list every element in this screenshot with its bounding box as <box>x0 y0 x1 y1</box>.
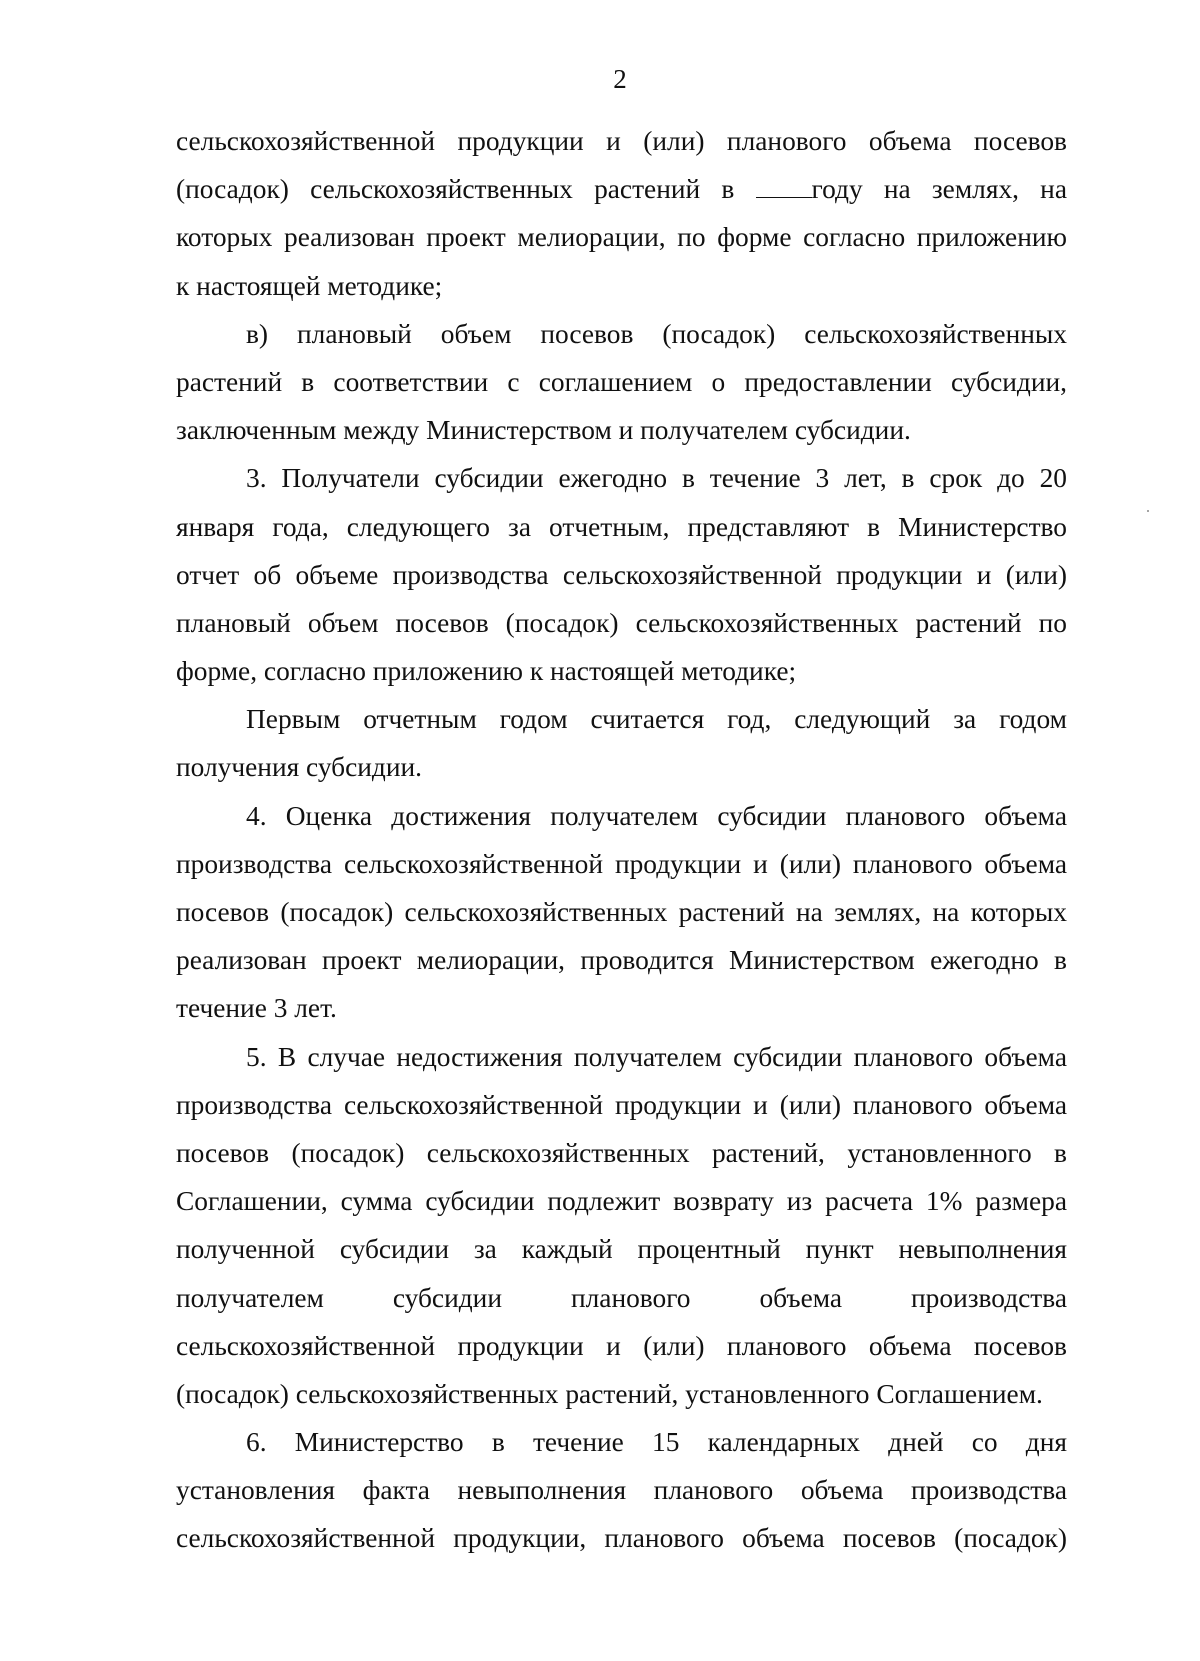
text-line: сельскохозяйственной продукции и (или) планового объема посевов <box>176 126 1067 156</box>
text-line: реализован проект мелиорации, проводится Министерством ежегодно в <box>176 945 1067 976</box>
text-line: получения субсидии. <box>176 752 423 783</box>
text-line <box>176 165 1067 213</box>
text-line: посевов (посадок) сельскохозяйственных растений, установленного в <box>176 1137 1067 1168</box>
text-line: отчет об объеме производства сельскохозяйственной продукции и (или) <box>176 559 1067 590</box>
text-fragment: (посадок) сельскохозяйственных растений в <box>176 174 735 205</box>
text-line: 6. Министерство в течение 15 календарных дней со дня <box>246 1427 1067 1458</box>
text-line: сельскохозяйственной продукции, планового объема посевов (посадок) <box>176 1523 1067 1554</box>
text-line: производства сельскохозяйственной продукции и (или) планового объема <box>176 1089 1067 1120</box>
text-line: в) плановый объем посевов (посадок) сельскохозяйственных <box>246 318 1067 349</box>
document-body <box>176 117 1067 1563</box>
text-line: форме, согласно приложению к настоящей методике; <box>176 656 797 687</box>
text-line: полученной субсидии за каждый процентный пункт невыполнения <box>176 1234 1067 1265</box>
text-line: растений в соответствии с соглашением о предоставлении субсидии, <box>176 366 1067 397</box>
year-blank-underline <box>756 173 812 198</box>
text-line: установления факта невыполнения планового объема производства <box>176 1475 1067 1506</box>
text-line: сельскохозяйственной продукции и (или) планового объема посевов <box>176 1330 1067 1361</box>
text-fragment: году на землях, на <box>811 174 1068 205</box>
text-line: посевов (посадок) сельскохозяйственных растений на землях, на которых <box>176 897 1067 927</box>
text-line: течение 3 лет. <box>176 993 337 1024</box>
text-line: к настоящей методике; <box>176 270 443 301</box>
text-line: плановый объем посевов (посадок) сельскохозяйственных растений по <box>176 607 1067 638</box>
text-line: (посадок) сельскохозяйственных растений, установленного Соглашением. <box>176 1378 1043 1409</box>
text-line: 3. Получатели субсидии ежегодно в течение 3 лет, в срок до 20 <box>246 463 1067 494</box>
page-number: 2 <box>613 64 627 94</box>
text-line: заключенным между Министерством и получателем субсидии. <box>176 415 911 446</box>
text-line: производства сельскохозяйственной продукции и (или) планового объема <box>176 848 1067 879</box>
scan-artifact-dot <box>1147 510 1149 512</box>
text-line: которых реализован проект мелиорации, по форме согласно приложению <box>176 222 1067 253</box>
text-line: Соглашении, сумма субсидии подлежит возврату из расчета 1% размера <box>176 1186 1067 1217</box>
text-line: Первым отчетным годом считается год, следующий за годом <box>246 704 1067 735</box>
text-line: 4. Оценка достижения получателем субсидии планового объема <box>246 800 1067 831</box>
text-line: 5. В случае недостижения получателем субсидии планового объема <box>246 1041 1067 1072</box>
text-line: января года, следующего за отчетным, представляют в Министерство <box>176 511 1067 542</box>
text-line: получателем субсидии планового объема производства <box>176 1282 1067 1313</box>
